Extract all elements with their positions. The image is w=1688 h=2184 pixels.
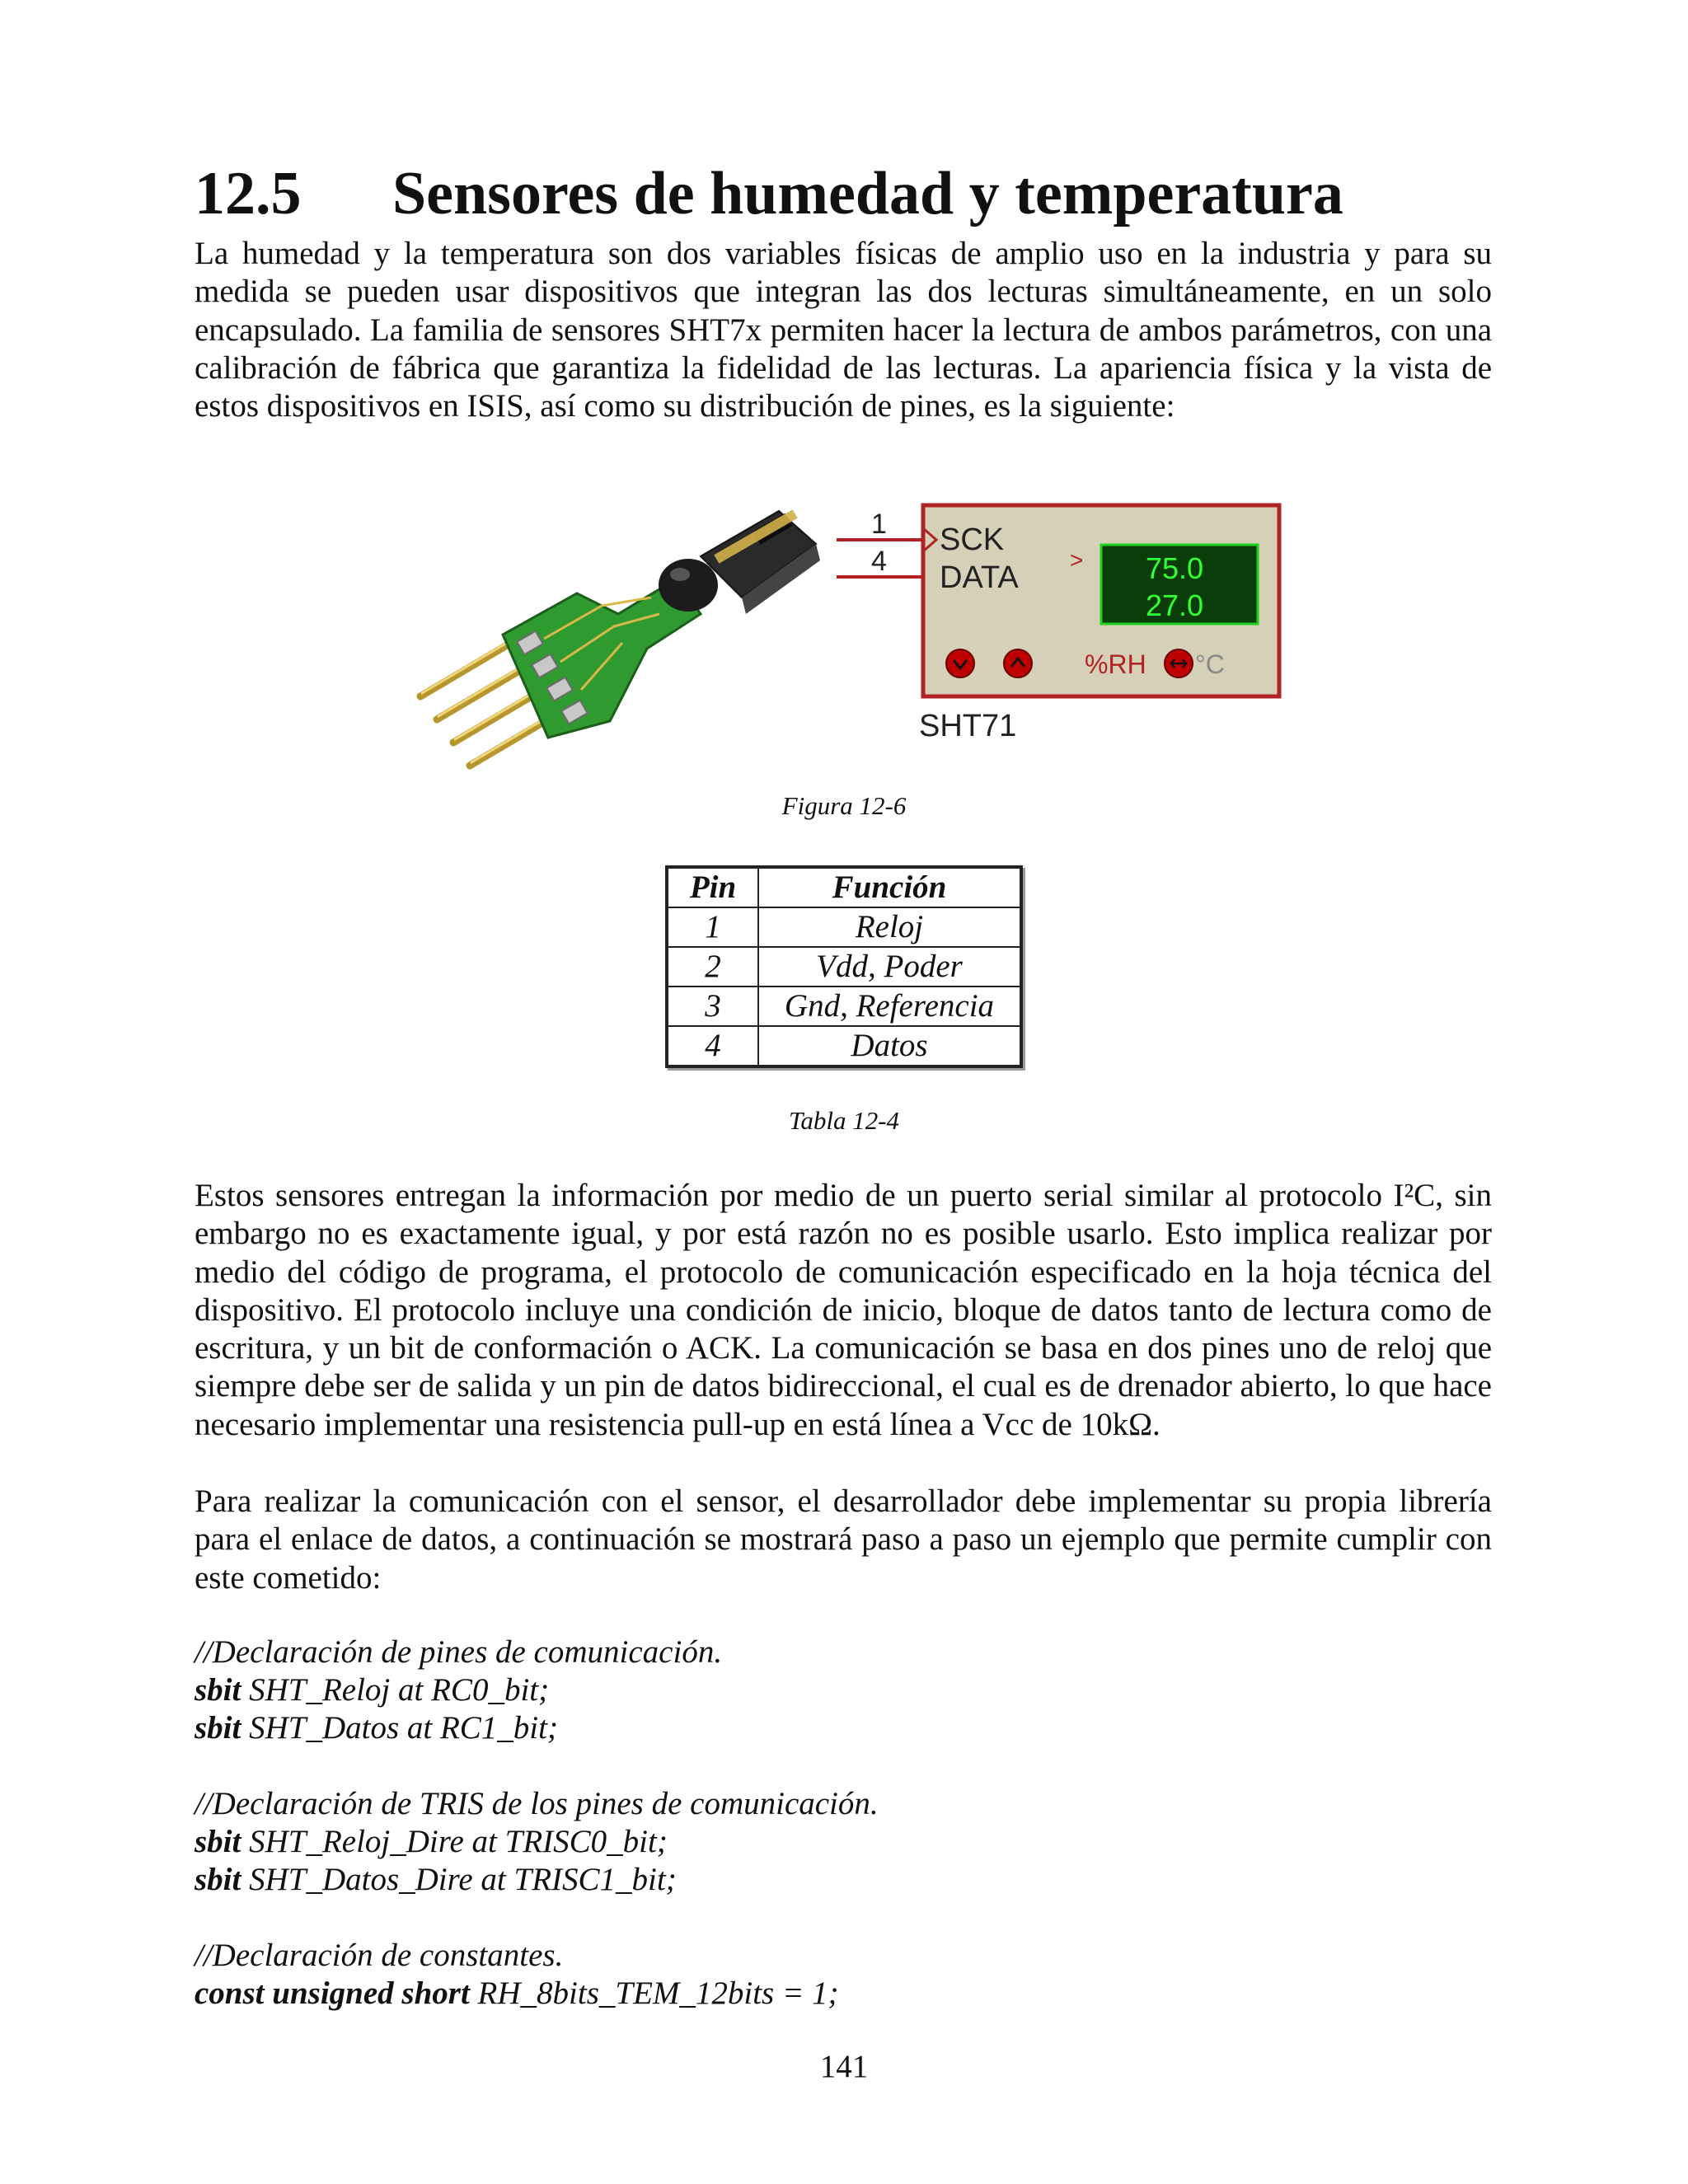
table-row [667, 1026, 1021, 1066]
part-name-label: SHT71 [919, 709, 1017, 743]
figure-caption: Figura 12-6 [781, 791, 907, 820]
code-keyword: sbit [195, 1672, 241, 1708]
isis-schematic [837, 505, 1279, 743]
code-comment: //Declaración de TRIS de los pines de comunicación. [195, 1786, 879, 1821]
code-keyword: const unsigned short [195, 1975, 470, 2011]
code-block-constants [195, 1937, 839, 2013]
code-line [195, 1975, 839, 2013]
table-row [667, 907, 1021, 947]
pin-number-1: 1 [871, 509, 887, 540]
up-button-icon [1004, 649, 1032, 677]
table-cell-function: Vdd, Poder [758, 947, 1021, 987]
display-temperature: 27.0 [1146, 588, 1204, 622]
protocol-paragraph: Estos sensores entregan la información por medio de un puerto serial similar al protocolo I²C, sin embargo no es exactamente igual, y por está razón no es posible usarlo. Esto implica realizar por medio del código de programa, el protocolo de comunicación especificado en la hoja técnica del dispositivo. El protocolo incluye una condición de inicio, bloque de datos tanto de lectura como de escritura, y un bit de conformación o ACK. La comunicación se basa en dos pines uno de reloj que siempre debe ser de salida y un pin de datos bidireccional, el cual es de drenador abierto, lo que hace necesario implementar una resistencia pull-up en está línea a Vcc de 10kΩ. [195, 1178, 1492, 1442]
table-cell-pin: 3 [667, 987, 758, 1026]
sensor-figure-svg [404, 474, 1294, 779]
pin-table [665, 865, 1023, 1068]
code-text: SHT_Datos at RC1_bit; [241, 1710, 558, 1746]
unit-rh-label: %RH [1085, 649, 1146, 679]
section-number: 12.5 [195, 160, 302, 227]
code-line [195, 1823, 879, 1861]
code-keyword: sbit [195, 1862, 241, 1897]
sensor-photo [420, 509, 820, 766]
table-header-pin: Pin [667, 867, 758, 907]
code-comment: //Declaración de constantes. [195, 1938, 564, 1973]
code-keyword: sbit [195, 1824, 241, 1859]
code-text: SHT_Reloj_Dire at TRISC0_bit; [241, 1824, 668, 1859]
code-block-tris [195, 1785, 879, 1899]
code-block-pins [195, 1633, 722, 1747]
table-cell-pin: 1 [667, 907, 758, 947]
code-keyword: sbit [195, 1710, 241, 1746]
library-paragraph: Para realizar la comunicación con el sensor, el desarrollador debe implementar su propia librería para el enlace de datos, a continuación se mostrará paso a paso un ejemplo que permite cumplir con este cometido: [195, 1483, 1492, 1596]
table-caption: Tabla 12-4 [788, 1106, 900, 1135]
table-cell-function: Reloj [758, 907, 1021, 947]
table-header-function: Función [758, 867, 1021, 907]
table-header-row [667, 867, 1021, 907]
display-arrow: > [1070, 547, 1084, 573]
pin-label-sck: SCK [940, 523, 1005, 557]
code-comment: //Declaración de pines de comunicación. [195, 1634, 723, 1670]
table-cell-function: Gnd, Referencia [758, 987, 1021, 1026]
code-text: RH_8bits_TEM_12bits = 1; [469, 1975, 839, 2011]
sensor-figure [404, 474, 1294, 779]
down-button-icon [946, 649, 974, 677]
code-text: SHT_Reloj at RC0_bit; [241, 1672, 550, 1708]
table-row [667, 947, 1021, 987]
table-cell-pin: 2 [667, 947, 758, 987]
pin-label-data: DATA [940, 560, 1019, 595]
unit-temp-label: °C [1195, 649, 1225, 679]
intro-paragraph: La humedad y la temperatura son dos variables físicas de amplio uso en la industria y para su medida se pueden usar dispositivos que integran las dos lecturas simultáneamente, en un solo encapsulado. La familia de sensores SHT7x permiten hacer la lectura de ambos parámetros, con una calibración de fábrica que garantiza la fidelidad de las lecturas. La apariencia física y la vista de estos dispositivos en ISIS, así como su distribución de pines, es la siguiente: [195, 236, 1492, 424]
code-line [195, 1671, 722, 1709]
table-row [667, 987, 1021, 1026]
table-cell-pin: 4 [667, 1026, 758, 1066]
pin-number-4: 4 [871, 546, 887, 577]
code-line [195, 1709, 722, 1747]
code-text: SHT_Datos_Dire at TRISC1_bit; [241, 1862, 677, 1897]
section-title: Sensores de humedad y temperatura [392, 160, 1343, 227]
table-cell-function: Datos [758, 1026, 1021, 1066]
code-line [195, 1861, 879, 1899]
display-humidity: 75.0 [1146, 551, 1204, 585]
page-number: 141 [819, 2049, 869, 2084]
section-heading [195, 157, 1343, 231]
